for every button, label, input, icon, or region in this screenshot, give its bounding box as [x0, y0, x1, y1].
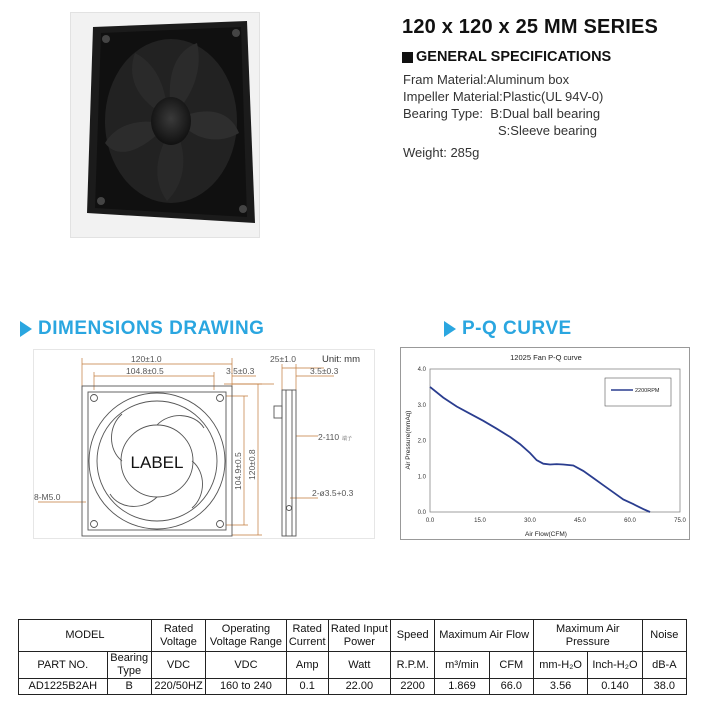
pq-chart [400, 347, 690, 540]
dim-depth-offset: 3.5±0.3 [310, 366, 339, 376]
x-tick-label: 30.0 [524, 518, 536, 524]
sub-mmh2o: mm-H₂O [533, 652, 587, 679]
hdr-model: MODEL [19, 620, 152, 652]
sub-dba: dB-A [642, 652, 686, 679]
cell-cfm: 66.0 [489, 679, 533, 695]
series-title: 120 x 120 x 25 MM SERIES [402, 16, 659, 38]
cell-mmh2o: 3.56 [533, 679, 587, 695]
x-tick-label: 75.0 [674, 518, 686, 524]
general-specs-heading [402, 49, 611, 65]
sub-inch: Inch-H₂O [588, 652, 642, 679]
y-tick-label: 2.0 [417, 438, 426, 445]
sub-watt: Watt [328, 652, 390, 679]
cell-power: 22.00 [328, 679, 390, 695]
x-tick-label: 45.0 [574, 518, 586, 524]
cell-inch: 0.140 [588, 679, 642, 695]
fan-label-text: LABEL [130, 453, 184, 472]
dim-mount-screw: 8-M5.0 [34, 492, 61, 502]
triangle-bullet-icon [444, 321, 456, 337]
dim-width: 120±1.0 [131, 354, 162, 364]
dim-hole: 2-ø3.5+0.3 [312, 488, 354, 498]
hdr-rated-power: Rated Input Power [328, 620, 390, 652]
dimensions-heading [20, 318, 264, 340]
cell-part-no: AD1225B2AH [19, 679, 108, 695]
sub-amp: Amp [286, 652, 328, 679]
cell-op-voltage: 160 to 240 [206, 679, 287, 695]
table-subheader-row [19, 652, 687, 679]
cell-bearing: B [107, 679, 151, 695]
cell-speed: 2200 [391, 679, 435, 695]
table-row [19, 679, 687, 695]
dim-depth: 25±1.0 [270, 354, 296, 364]
sub-part-no: PART NO. [19, 652, 108, 679]
general-specs-title: GENERAL SPECIFICATIONS [416, 49, 612, 65]
spec-frame: Fram Material:Aluminum box [403, 72, 570, 87]
hdr-airflow: Maximum Air Flow [435, 620, 534, 652]
sub-vdc-1: VDC [151, 652, 205, 679]
square-bullet-icon [402, 52, 413, 63]
dim-edge-offset: 3.5±0.3 [226, 366, 255, 376]
spec-impeller: Impeller Material:Plastic(UL 94V-0) [403, 89, 604, 104]
x-tick-label: 15.0 [474, 518, 486, 524]
hdr-op-voltage: Operating Voltage Range [206, 620, 287, 652]
hdr-noise: Noise [642, 620, 686, 652]
y-tick-label: 1.0 [417, 474, 426, 481]
dim-hole-spacing: 104.8±0.5 [126, 366, 164, 376]
legend-label: 2200RPM [635, 388, 660, 394]
sub-m3min: m³/min [435, 652, 489, 679]
chart-title: 12025 Fan P-Q curve [510, 353, 582, 362]
y-tick-label: 4.0 [417, 367, 426, 373]
fan-illustration [71, 13, 261, 239]
sub-rpm: R.P.M. [391, 652, 435, 679]
x-axis-label: Air Flow(CFM) [525, 531, 567, 538]
cell-current: 0.1 [286, 679, 328, 695]
hdr-speed: Speed [391, 620, 435, 652]
dimensions-title: DIMENSIONS DRAWING [38, 318, 265, 339]
x-tick-label: 0.0 [425, 518, 435, 524]
spec-weight: Weight: 285g [403, 145, 480, 160]
y-tick-label: 0.0 [417, 510, 426, 516]
hdr-rated-current: Rated Current [286, 620, 328, 652]
spec-bearing-s: S:Sleeve bearing [498, 123, 598, 138]
dim-height: 120±0.8 [247, 449, 257, 480]
spec-table [18, 619, 687, 695]
pq-heading [444, 318, 572, 340]
pq-title: P-Q CURVE [462, 318, 572, 339]
y-tick-label: 3.0 [417, 402, 426, 409]
cell-m3min: 1.869 [435, 679, 489, 695]
dimensions-drawing [33, 349, 375, 539]
cell-rated-voltage: 220/50HZ [151, 679, 205, 695]
dim-hole-spacing-v: 104.9±0.5 [233, 452, 243, 490]
sub-vdc-2: VDC [206, 652, 287, 679]
dim-terminal: 2-110 [318, 432, 340, 442]
spec-bearing-b: Bearing Type: B:Dual ball bearing [403, 106, 601, 121]
x-tick-label: 60.0 [624, 518, 636, 524]
y-axis-label: Air Pressure(mmAq) [405, 410, 412, 470]
fan-photo [70, 12, 260, 238]
cell-noise: 38.0 [642, 679, 686, 695]
sub-bearing: Bearing Type [107, 652, 151, 679]
hdr-rated-voltage: Rated Voltage [151, 620, 205, 652]
fan-outline [82, 386, 296, 536]
table-header-row [19, 620, 687, 652]
dim-unit: Unit: mm [322, 354, 360, 365]
sub-cfm: CFM [489, 652, 533, 679]
dim-terminal-sub: 端子 [342, 436, 353, 442]
triangle-bullet-icon [20, 321, 32, 337]
hdr-pressure: Maximum Air Pressure [533, 620, 642, 652]
